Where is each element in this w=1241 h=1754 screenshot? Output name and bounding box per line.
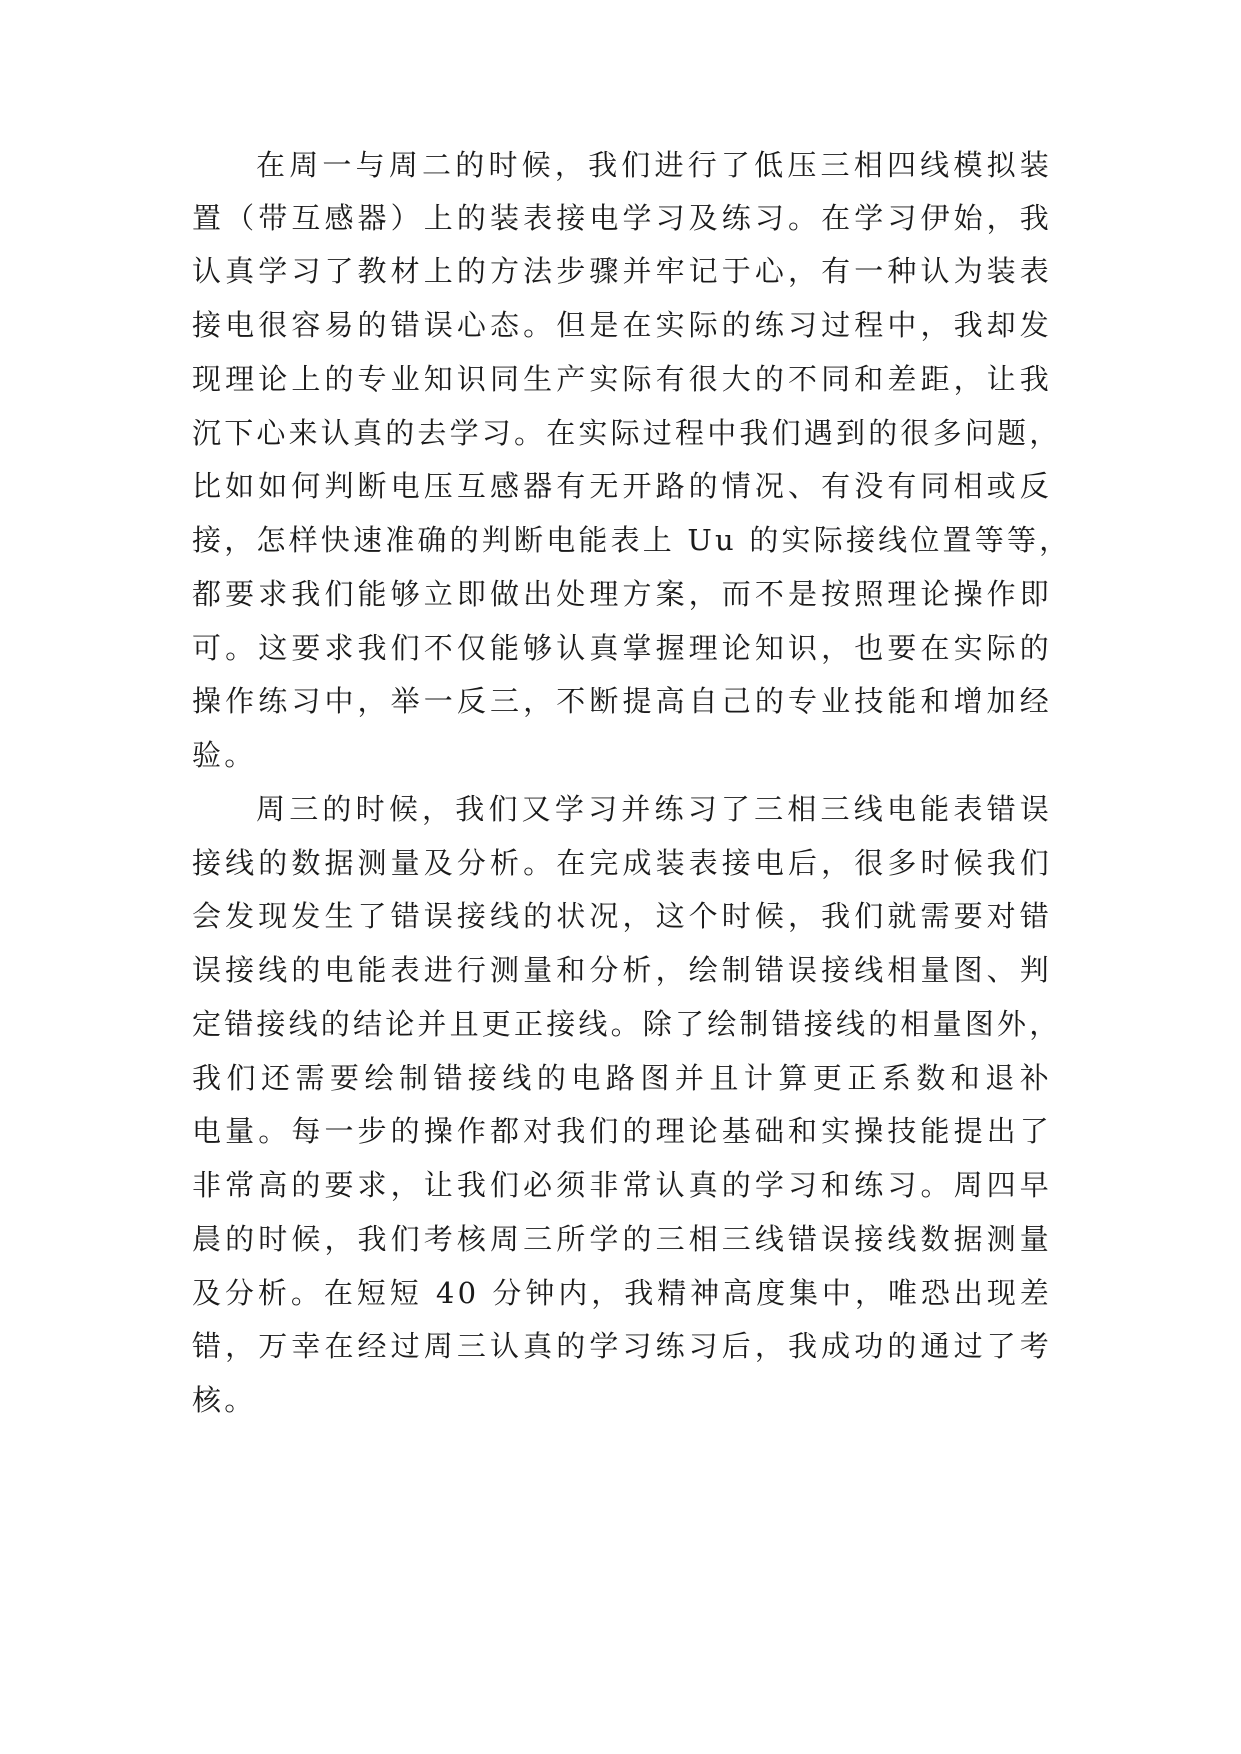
paragraph-1-line-4: 接电很容易的错误心态。但是在实际的练习过程中，我却发 <box>192 308 1052 342</box>
paragraph-1-line-1: 在周一与周二的时候，我们进行了低压三相四线模拟装 <box>256 148 1052 182</box>
paragraph-2-line-4: 误接线的电能表进行测量和分析，绘制错误接线相量图、判 <box>192 953 1052 987</box>
paragraph-2-line-7: 电量。每一步的操作都对我们的理论基础和实操技能提出了 <box>192 1114 1052 1148</box>
paragraph-2-line-10: 及分析。在短短 40 分钟内，我精神高度集中，唯恐出现差 <box>192 1276 1052 1310</box>
paragraph-1-line-12: 验。 <box>192 738 257 772</box>
paragraph-2-line-5: 定错接线的结论并且更正接线。除了绘制错接线的相量图外， <box>192 1007 1062 1041</box>
paragraph-2-line-11: 错，万幸在经过周三认真的学习练习后，我成功的通过了考 <box>192 1329 1052 1363</box>
paragraph-2-line-3: 会发现发生了错误接线的状况，这个时候，我们就需要对错 <box>192 899 1052 933</box>
paragraph-2-line-1: 周三的时候，我们又学习并练习了三相三线电能表错误 <box>256 792 1052 826</box>
paragraph-1-line-3: 认真学习了教材上的方法步骤并牢记于心，有一种认为装表 <box>192 254 1052 288</box>
paragraph-2-line-6: 我们还需要绘制错接线的电路图并且计算更正系数和退补 <box>192 1061 1052 1095</box>
paragraph-2-line-2: 接线的数据测量及分析。在完成装表接电后，很多时候我们 <box>192 846 1052 880</box>
paragraph-1-line-6: 沉下心来认真的去学习。在实际过程中我们遇到的很多问题， <box>192 416 1062 450</box>
paragraph-2-line-9: 晨的时候，我们考核周三所学的三相三线错误接线数据测量 <box>192 1222 1052 1256</box>
paragraph-1-line-5: 现理论上的专业知识同生产实际有很大的不同和差距，让我 <box>192 362 1052 396</box>
paragraph-2-line-12: 核。 <box>192 1383 257 1417</box>
paragraph-1-line-8: 接，怎样快速准确的判断电能表上 Uu 的实际接线位置等等， <box>192 523 1072 557</box>
paragraph-1-line-7: 比如如何判断电压互感器有无开路的情况、有没有同相或反 <box>192 469 1052 503</box>
paragraph-1-line-11: 操作练习中，举一反三，不断提高自己的专业技能和增加经 <box>192 684 1052 718</box>
paragraph-2-line-8: 非常高的要求，让我们必须非常认真的学习和练习。周四早 <box>192 1168 1052 1202</box>
paragraph-1-line-9: 都要求我们能够立即做出处理方案，而不是按照理论操作即 <box>192 577 1052 611</box>
paragraph-1-line-2: 置（带互感器）上的装表接电学习及练习。在学习伊始，我 <box>192 201 1052 235</box>
paragraph-1-line-10: 可。这要求我们不仅能够认真掌握理论知识，也要在实际的 <box>192 631 1052 665</box>
